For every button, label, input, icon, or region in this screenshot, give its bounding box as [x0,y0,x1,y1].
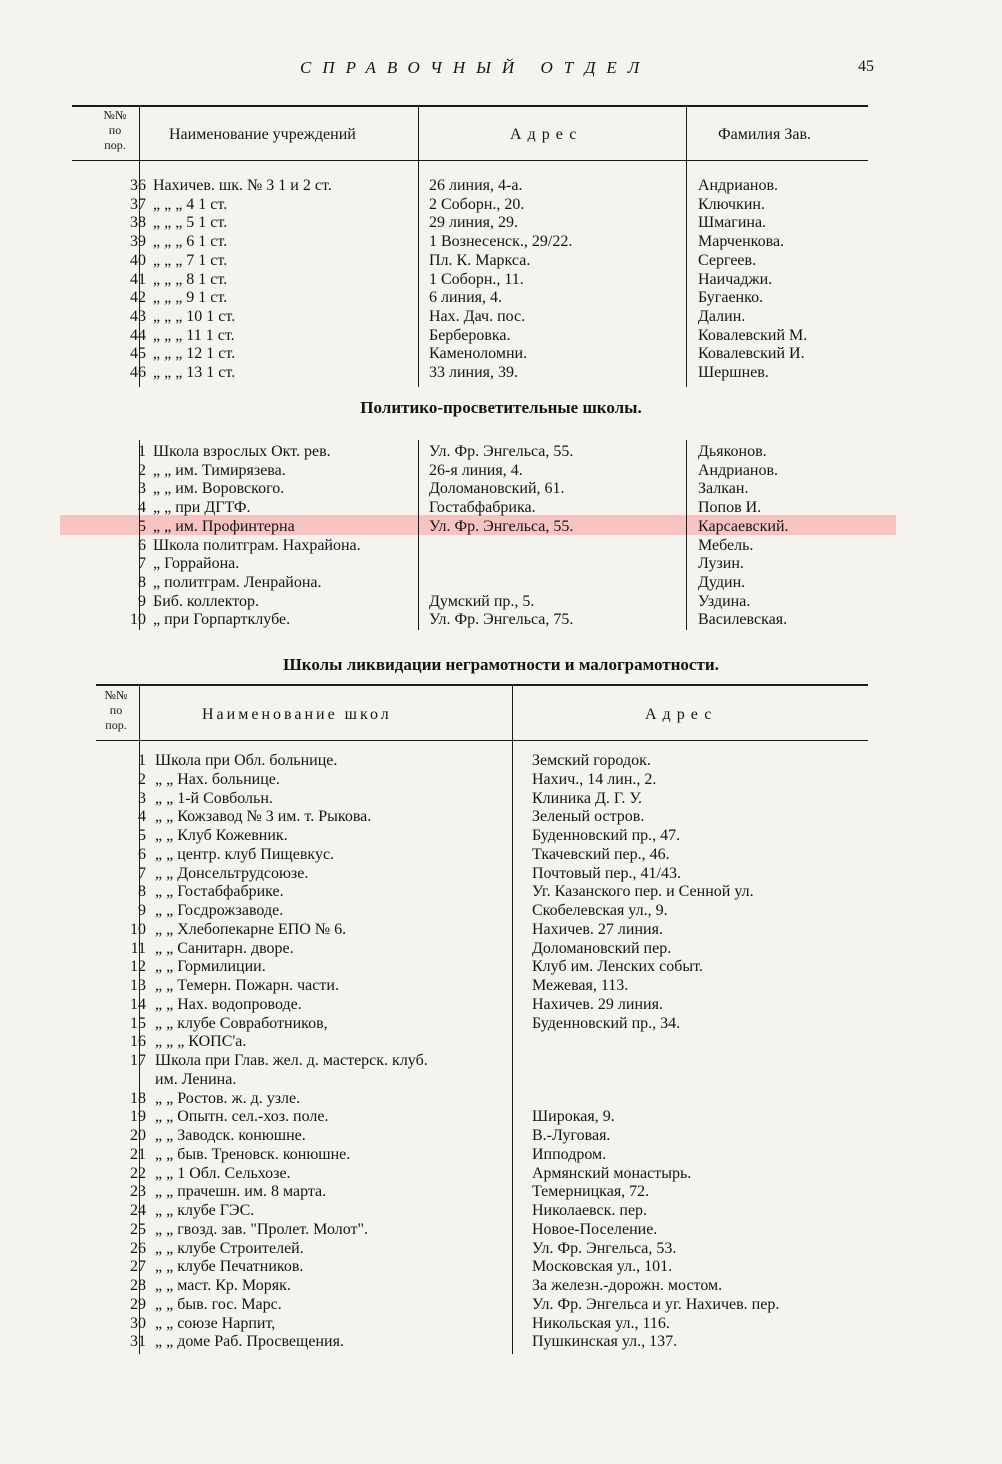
row-address: Никольская ул., 116. [532,1314,670,1332]
row-name: „ „ союзе Нарпит, [155,1314,276,1332]
row-address: Пушкинская ул., 137. [532,1333,678,1351]
row-name: „ „ гвозд. зав. "Пролет. Молот". [155,1220,369,1238]
row-name: „ „ Клуб Кожевник. [155,827,288,844]
row-number: 18 [130,1089,146,1107]
row-address: 2 Соборн., 20. [429,195,525,213]
row-address: За железн.-дорожн. мостом. [532,1277,723,1294]
row-head: Марченкова. [698,233,785,251]
table-row [60,827,940,846]
table-row [60,1258,940,1277]
table1-top-rule [72,105,868,107]
page-number: 45 [858,58,874,75]
row-head: Сергеев. [698,251,757,269]
table-row [60,1127,940,1146]
running-title: СПРАВОЧНЫЙ ОТДЕЛ [300,58,651,77]
table-row [60,1146,940,1165]
table-row [60,1315,940,1334]
row-number: 26 [130,1239,146,1257]
table-row [60,214,940,233]
row-name: „ „ Донсельтрудсоюзе. [155,864,309,882]
row-address: Зеленый остров. [532,808,645,826]
row-name: Нахичев. шк. № 3 1 и 2 ст. [153,177,332,194]
table-row [60,593,940,612]
row-number: 39 [130,233,146,251]
row-number: 15 [130,1014,146,1032]
table-row [60,752,940,771]
row-name: „ „ Нах. водопроводе. [155,995,302,1013]
table-row [60,958,940,977]
row-head: Шмагина. [698,214,767,232]
row-address: В.-Луговая. [532,1127,611,1144]
table-row [60,1296,940,1315]
table-row [60,1221,940,1240]
row-head: Уздина. [698,592,751,610]
row-name: „ „ „ КОПС'а. [155,1033,247,1051]
row-address: 1 Вознесенск., 29/22. [429,233,573,251]
table1-header-address: Адрес [510,126,583,143]
row-name: „ „ Нах. больнице. [155,770,280,788]
row-name: „ „ Гостабфабрике. [155,883,284,901]
row-name: „ „ „ 6 1 ст. [153,233,228,251]
row-address: Нахичев. 27 линия. [532,920,663,938]
row-head: Мебель. [698,536,754,554]
row-address: Широкая, 9. [532,1108,615,1126]
table-row [60,790,940,809]
row-head: Андрианов. [698,177,779,194]
row-number: 31 [130,1333,146,1351]
row-name: „ „ „ 4 1 ст. [153,195,228,213]
table-row [60,1240,940,1259]
row-number: 8 [138,883,146,901]
row-number: 9 [138,902,146,919]
table3-top-rule [96,684,868,686]
row-number: 3 [138,480,146,498]
section2-title: Политико-просветительные школы. [360,398,642,417]
row-number: 13 [130,977,146,994]
table-row [60,1277,940,1296]
row-address: Почтовый пер., 41/43. [532,864,681,882]
row-number: 20 [130,1127,146,1144]
row-address: Берберовка. [429,326,511,344]
table-row [60,1183,940,1202]
row-address: 1 Соборн., 11. [429,270,524,288]
row-address: Уг. Казанского пер. и Сенной ул. [532,883,754,901]
row-name: „ „ Заводск. конюшне. [155,1127,306,1144]
row-name: „ „ Темерн. Пожарн. части. [155,977,339,994]
row-address: Ткачевский пер., 46. [532,845,670,863]
row-address: Ул. Фр. Энгельса, 55. [429,443,574,460]
row-address: Доломановский, 61. [429,480,565,498]
row-number: 45 [130,345,146,363]
row-name: „ „ Гормилиции. [155,958,266,976]
row-number: 16 [130,1033,146,1051]
table-row [60,1071,940,1090]
section3-title: Школы ликвидации неграмотности и малограмотности. [283,655,719,674]
row-name: Школа при Обл. больнице. [155,752,338,769]
row-head: Далин. [698,307,746,325]
row-head: Лузин. [698,555,744,573]
row-address: Ул. Фр. Энгельса, 75. [429,611,574,629]
row-address: 26 линия, 4-а. [429,177,523,194]
row-name: „ „ прачешн. им. 8 марта. [155,1183,327,1201]
row-name: „ „ клубе ГЭС. [155,1202,255,1219]
row-number: 17 [130,1052,146,1069]
row-name: „ политграм. Ленрайона. [153,573,322,591]
row-address: Скобелевская ул., 9. [532,902,668,919]
row-name: „ „ „ 8 1 ст. [153,270,228,288]
row-number: 22 [130,1164,146,1182]
row-name: Биб. коллектор. [153,592,260,610]
table-row [60,252,940,271]
row-address: Буденновский пр., 47. [532,827,681,844]
row-head: Ковалевский М. [698,326,808,344]
row-number: 11 [130,939,146,957]
row-address: Ул. Фр. Энгельса, 55. [429,517,574,535]
row-number: 7 [138,864,146,882]
table-row [60,177,940,196]
row-name: „ „ 1 Обл. Сельхозе. [155,1164,291,1182]
row-address: 26-я линия, 4. [429,461,523,479]
row-number: 41 [130,270,146,288]
row-name: „ „ 1-й Совбольн. [155,789,273,807]
table1-header-num: №№ по пор. [103,108,127,152]
table1-header-rule [72,160,868,161]
row-name: „ при Горпартклубе. [153,611,291,629]
table-row [60,1015,940,1034]
row-name: „ „ им. Воровского. [153,480,285,498]
row-name: „ „ клубе Совработников, [155,1014,328,1032]
row-address: Армянский монастырь. [532,1164,692,1182]
table-row [60,289,940,308]
row-name: „ „ „ 12 1 ст. [153,345,236,363]
row-address: Нахичев. 29 линия. [532,995,663,1013]
row-number: 43 [130,307,146,325]
table-row [60,865,940,884]
table-row [60,555,940,574]
row-number: 46 [130,364,146,381]
row-address: Ул. Фр. Энгельса и уг. Нахичев. пер. [532,1295,780,1313]
table-row [60,364,940,383]
row-address: Доломановский пер. [532,939,672,957]
row-number: 44 [130,326,146,344]
row-number: 4 [138,499,146,517]
table-row [60,611,940,630]
row-head: Карсаевский. [698,517,789,535]
row-address: Гостабфабрика. [429,499,536,517]
row-name: „ „ быв. гос. Марс. [155,1295,282,1313]
table-row [60,462,940,481]
row-address: Ипподром. [532,1145,607,1163]
row-address: Нахич., 14 лин., 2. [532,770,657,788]
row-head: Андрианов. [698,461,779,479]
row-number: 1 [138,443,146,460]
running-header [0,58,1002,82]
table-row [60,846,940,865]
table-row [60,902,940,921]
row-name: „ „ „ 10 1 ст. [153,307,236,325]
row-address: Московская ул., 101. [532,1258,673,1276]
row-number: 4 [138,808,146,826]
row-name: „ „ им. Профинтерна [153,517,295,535]
row-number: 28 [130,1277,146,1294]
row-address: Пл. К. Маркса. [429,251,531,269]
row-address: Нах. Дач. пос. [429,307,526,325]
row-name: „ „ Ростов. ж. д. узле. [155,1089,301,1107]
table-row [60,1052,940,1071]
row-number: 42 [130,289,146,307]
table3-header-num: №№ по пор. [104,688,128,732]
row-head: Наичаджи. [698,270,773,288]
row-address: Темерницкая, 72. [532,1183,650,1201]
row-name: „ „ Кожзавод № 3 им. т. Рыкова. [155,808,372,826]
row-address: 29 линия, 29. [429,214,519,232]
table-row [60,1033,940,1052]
row-number: 6 [138,536,146,554]
row-name: „ „ „ 11 1 ст. [153,326,235,344]
row-name: „ „ при ДГТФ. [153,499,251,517]
table-row [60,308,940,327]
row-name: „ „ Опытн. сел.-хоз. поле. [155,1108,329,1126]
table1-header-name: Наименование учреждений [169,126,356,143]
row-name: „ „ Хлебопекарне ЕПО № 6. [155,920,347,938]
row-head: Попов И. [698,499,762,517]
row-name: „ „ „ 5 1 ст. [153,214,228,232]
row-number: 21 [130,1145,146,1163]
row-name: Школа взрослых Окт. рев. [153,443,331,460]
row-number: 6 [138,845,146,863]
row-number: 27 [130,1258,146,1276]
table-row [60,327,940,346]
table-row [60,518,940,537]
row-address: Каменоломни. [429,345,528,363]
row-head: Ковалевский И. [698,345,805,363]
row-address: 33 линия, 39. [429,364,519,381]
table-row [60,499,940,518]
row-name: „ „ маст. Кр. Моряк. [155,1277,291,1294]
table3-header-name: Наименование школ [202,706,392,723]
row-name: „ „ центр. клуб Пищевкус. [155,845,335,863]
table-row [60,1333,940,1352]
row-name: Школа политграм. Нахрайона. [153,536,361,554]
row-number: 24 [130,1202,146,1219]
row-head: Бугаенко. [698,289,764,307]
row-number: 12 [130,958,146,976]
table1-header-head: Фамилия Зав. [718,126,812,143]
row-name: „ „ „ 9 1 ст. [153,289,228,307]
table-row [60,271,940,290]
table-row [60,233,940,252]
row-address: 6 линия, 4. [429,289,503,307]
row-number: 40 [130,251,146,269]
row-address: Клуб им. Ленских событ. [532,958,703,976]
row-address: Земский городок. [532,752,651,769]
table-row [60,771,940,790]
row-name: „ „ быв. Треновск. конюшне. [155,1145,351,1163]
row-address: Ул. Фр. Энгельса, 53. [532,1239,677,1257]
row-number: 5 [138,517,146,535]
row-number: 30 [130,1314,146,1332]
row-number: 37 [130,195,146,213]
table-row [60,1202,940,1221]
row-address: Думский пр., 5. [429,592,535,610]
row-name: „ „ „ 7 1 ст. [153,251,228,269]
row-address: Николаевск. пер. [532,1202,648,1219]
table-row [60,977,940,996]
row-head: Шершнев. [698,364,769,381]
row-name: „ „ Санитарн. дворе. [155,939,294,957]
row-number: 10 [130,611,146,629]
row-number: 29 [130,1295,146,1313]
row-name: „ „ клубе Строителей. [155,1239,304,1257]
row-number: 14 [130,995,146,1013]
row-address: Буденновский пр., 34. [532,1014,681,1032]
table3-header-address: Адрес [645,706,718,723]
table3-header-rule [96,740,868,741]
table-row [60,443,940,462]
row-head: Василевская. [698,611,788,629]
table-row [60,574,940,593]
row-head: Ключкин. [698,195,765,213]
row-head: Дудин. [698,573,746,591]
row-number: 2 [138,770,146,788]
table-row [60,808,940,827]
table-row [60,996,940,1015]
row-number: 38 [130,214,146,232]
row-address: Клиника Д. Г. У. [532,789,643,807]
table-row [60,537,940,556]
row-number: 8 [138,573,146,591]
table-row [60,345,940,364]
row-number: 3 [138,789,146,807]
row-head: Залкан. [698,480,749,498]
row-name: Школа при Глав. жел. д. мастерск. клуб. [155,1052,428,1069]
row-number: 2 [138,461,146,479]
row-number: 23 [130,1183,146,1201]
table-row [60,1165,940,1184]
row-number: 19 [130,1108,146,1126]
row-name: „ „ доме Раб. Просвещения. [155,1333,344,1351]
row-number: 36 [130,177,146,194]
table-row [60,883,940,902]
table-row [60,940,940,959]
table-row [60,1090,940,1109]
row-name: „ „ „ 13 1 ст. [153,364,236,381]
row-number: 10 [130,920,146,938]
row-name: „ „ клубе Печатников. [155,1258,304,1276]
row-head: Дьяконов. [698,443,767,460]
table-row [60,921,940,940]
row-address: Новое-Поселение. [532,1220,658,1238]
row-name: им. Ленина. [155,1070,237,1088]
row-number: 25 [130,1220,146,1238]
row-number: 5 [138,827,146,844]
row-name: „ Горрайона. [153,555,240,573]
row-number: 7 [138,555,146,573]
table-row [60,196,940,215]
row-name: „ „ им. Тимирязева. [153,461,286,479]
row-address: Межевая, 113. [532,977,629,994]
table-row [60,1108,940,1127]
row-number: 9 [138,592,146,610]
row-number: 1 [138,752,146,769]
row-name: „ „ Госдрожзаводе. [155,902,284,919]
table-row [60,480,940,499]
